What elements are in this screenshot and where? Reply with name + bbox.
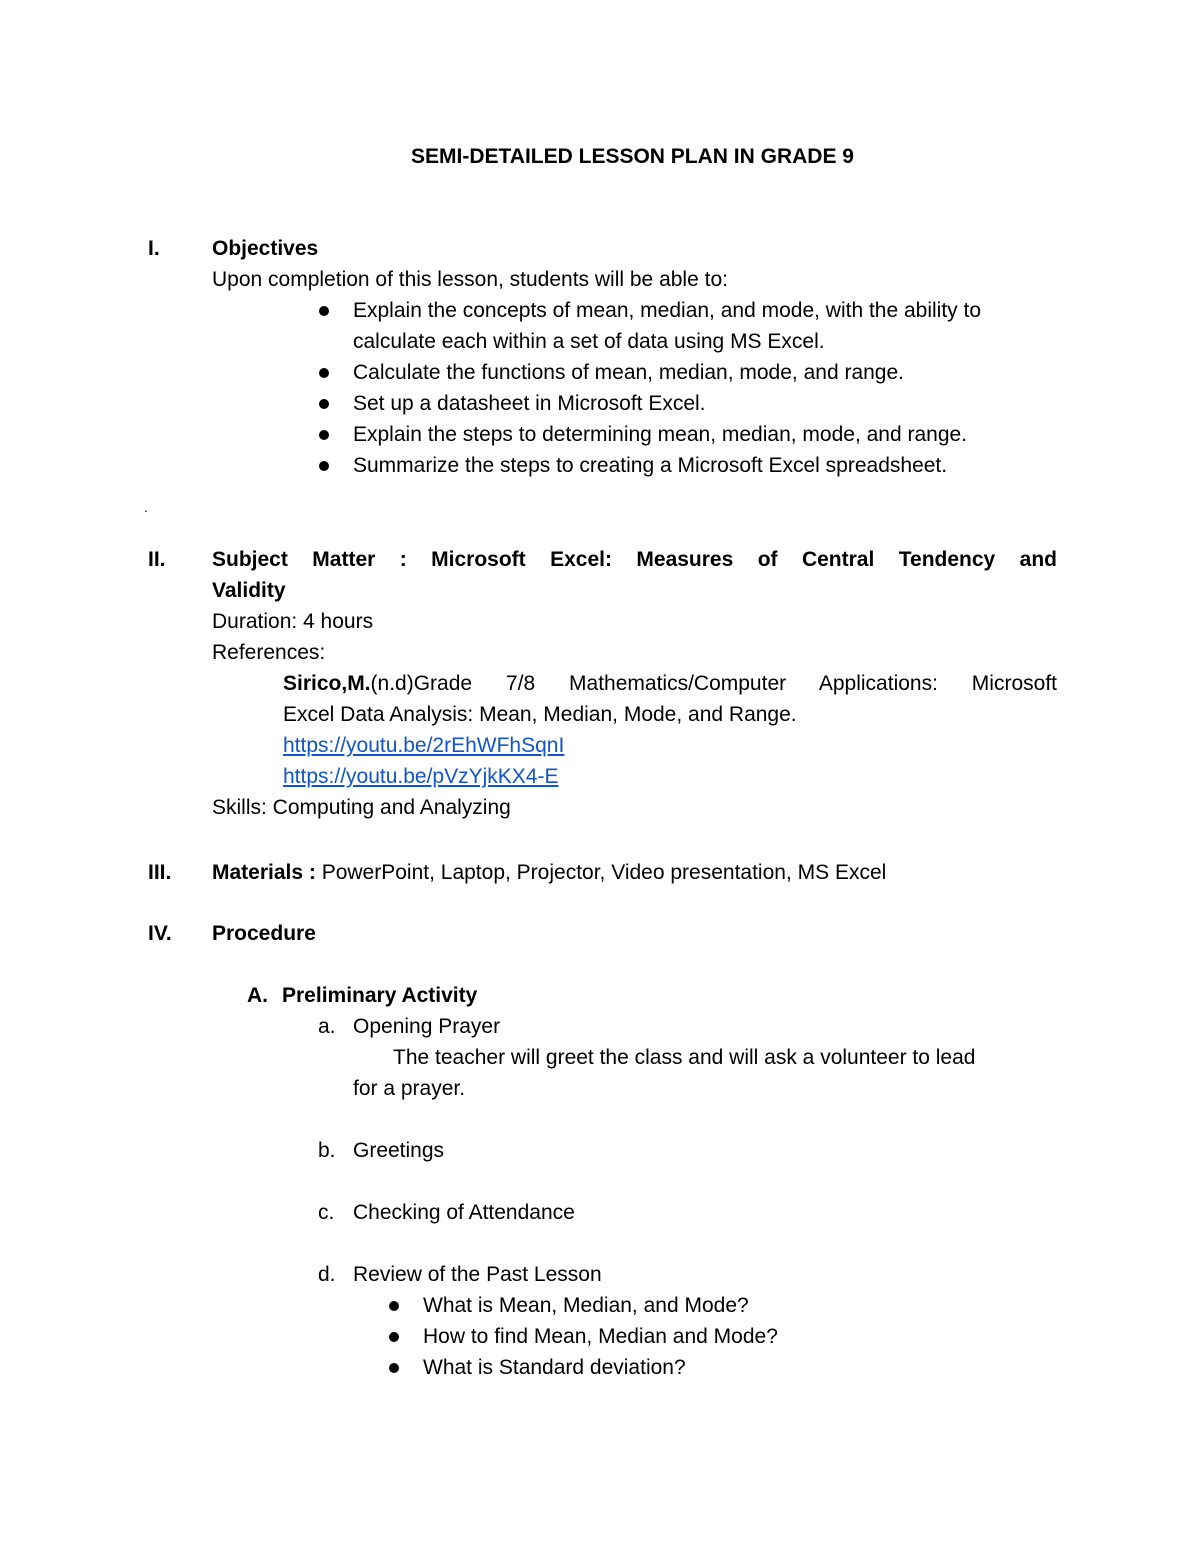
activity-item-mark: b. [318, 1139, 336, 1162]
bullet-dot-icon [389, 1332, 399, 1342]
objectives-intro: Upon completion of this lesson, students will be able to: [212, 268, 728, 291]
page-title: SEMI-DETAILED LESSON PLAN IN GRADE 9 [411, 145, 854, 168]
section-procedure [212, 918, 1057, 949]
materials-text: PowerPoint, Laptop, Projector, Video presentation, MS Excel [315, 861, 887, 884]
section-numeral-objectives: I. [148, 237, 160, 260]
activity-item-label: Greetings [353, 1139, 445, 1162]
section-objectives [212, 233, 1057, 481]
reference-title-continued: Excel Data Analysis: Mean, Median, Mode, and Range. [283, 703, 797, 726]
activity-item-attendance [212, 1197, 1057, 1228]
materials-line [212, 857, 1057, 888]
section-materials [212, 857, 1057, 888]
bullet-dot-icon [319, 430, 329, 440]
duration: Duration: 4 hours [212, 610, 374, 633]
reference-line [283, 668, 1057, 699]
stray-mark: . [144, 499, 148, 515]
preliminary-activity-mark: A. [247, 984, 268, 1007]
review-question-text: What is Mean, Median, and Mode? [423, 1294, 749, 1317]
procedure-heading: Procedure [212, 922, 316, 945]
references-label: References: [212, 641, 326, 664]
section-numeral-procedure: IV. [148, 922, 172, 945]
bullet-dot-icon [319, 399, 329, 409]
objective-bullet [212, 450, 1057, 481]
materials-label: Materials : [212, 861, 316, 884]
activity-item-description-continued: for a prayer. [353, 1077, 466, 1100]
preliminary-activity-heading-row [212, 980, 1057, 1011]
activity-item-opening-prayer [212, 1011, 1057, 1104]
objective-bullet [212, 357, 1057, 388]
activity-item-description: The teacher will greet the class and will ask a volunteer to lead [393, 1046, 976, 1069]
preliminary-activity [212, 980, 1057, 1383]
section-numeral-materials: III. [148, 861, 172, 884]
bullet-dot-icon [319, 368, 329, 378]
bullet-dot-icon [319, 461, 329, 471]
activity-item-review [212, 1259, 1057, 1290]
objective-text: Explain the steps to determining mean, median, mode, and range. [353, 423, 968, 446]
bullet-dot-icon [319, 306, 329, 316]
activity-item-label: Checking of Attendance [353, 1201, 575, 1224]
objective-text: Set up a datasheet in Microsoft Excel. [353, 392, 706, 415]
review-question [212, 1290, 1057, 1321]
objective-text-continued: calculate each within a set of data using MS Excel. [353, 330, 825, 353]
activity-item-label: Review of the Past Lesson [353, 1263, 602, 1286]
section-subject-matter [212, 544, 1057, 823]
review-question [212, 1321, 1057, 1352]
reference-author: Sirico,M. [283, 672, 371, 695]
skills: Skills: Computing and Analyzing [212, 796, 511, 819]
review-question [212, 1352, 1057, 1383]
objective-bullet [212, 295, 1057, 357]
section-numeral-subject-matter: II. [148, 548, 166, 571]
objective-bullet [212, 388, 1057, 419]
activity-item-mark: a. [318, 1015, 336, 1038]
review-question-text: What is Standard deviation? [423, 1356, 686, 1379]
bullet-dot-icon [389, 1301, 399, 1311]
subject-matter-heading-continued: Validity [212, 579, 286, 602]
subject-matter-heading: Subject Matter : Microsoft Excel: Measures of Central Tendency and [212, 548, 1057, 571]
activity-item-greetings [212, 1135, 1057, 1166]
objective-text: Calculate the functions of mean, median, mode, and range. [353, 361, 905, 384]
activity-item-mark: c. [318, 1201, 335, 1224]
reference-link-2[interactable]: https://youtu.be/pVzYjkKX4-E [283, 765, 559, 788]
objective-bullet [212, 419, 1057, 450]
activity-item-label: Opening Prayer [353, 1015, 501, 1038]
objective-text: Explain the concepts of mean, median, and mode, with the ability to [353, 299, 982, 322]
preliminary-activity-heading: Preliminary Activity [282, 984, 478, 1007]
bullet-dot-icon [389, 1363, 399, 1373]
activity-item-mark: d. [318, 1263, 336, 1286]
review-question-text: How to find Mean, Median and Mode? [423, 1325, 778, 1348]
reference-entry [212, 668, 1057, 792]
objective-text: Summarize the steps to creating a Microsoft Excel spreadsheet. [353, 454, 948, 477]
objectives-heading: Objectives [212, 237, 319, 260]
reference-title: (n.d)Grade 7/8 Mathematics/Computer Applications: Microsoft [370, 672, 1057, 695]
reference-link-1[interactable]: https://youtu.be/2rEhWFhSqnI [283, 734, 565, 757]
